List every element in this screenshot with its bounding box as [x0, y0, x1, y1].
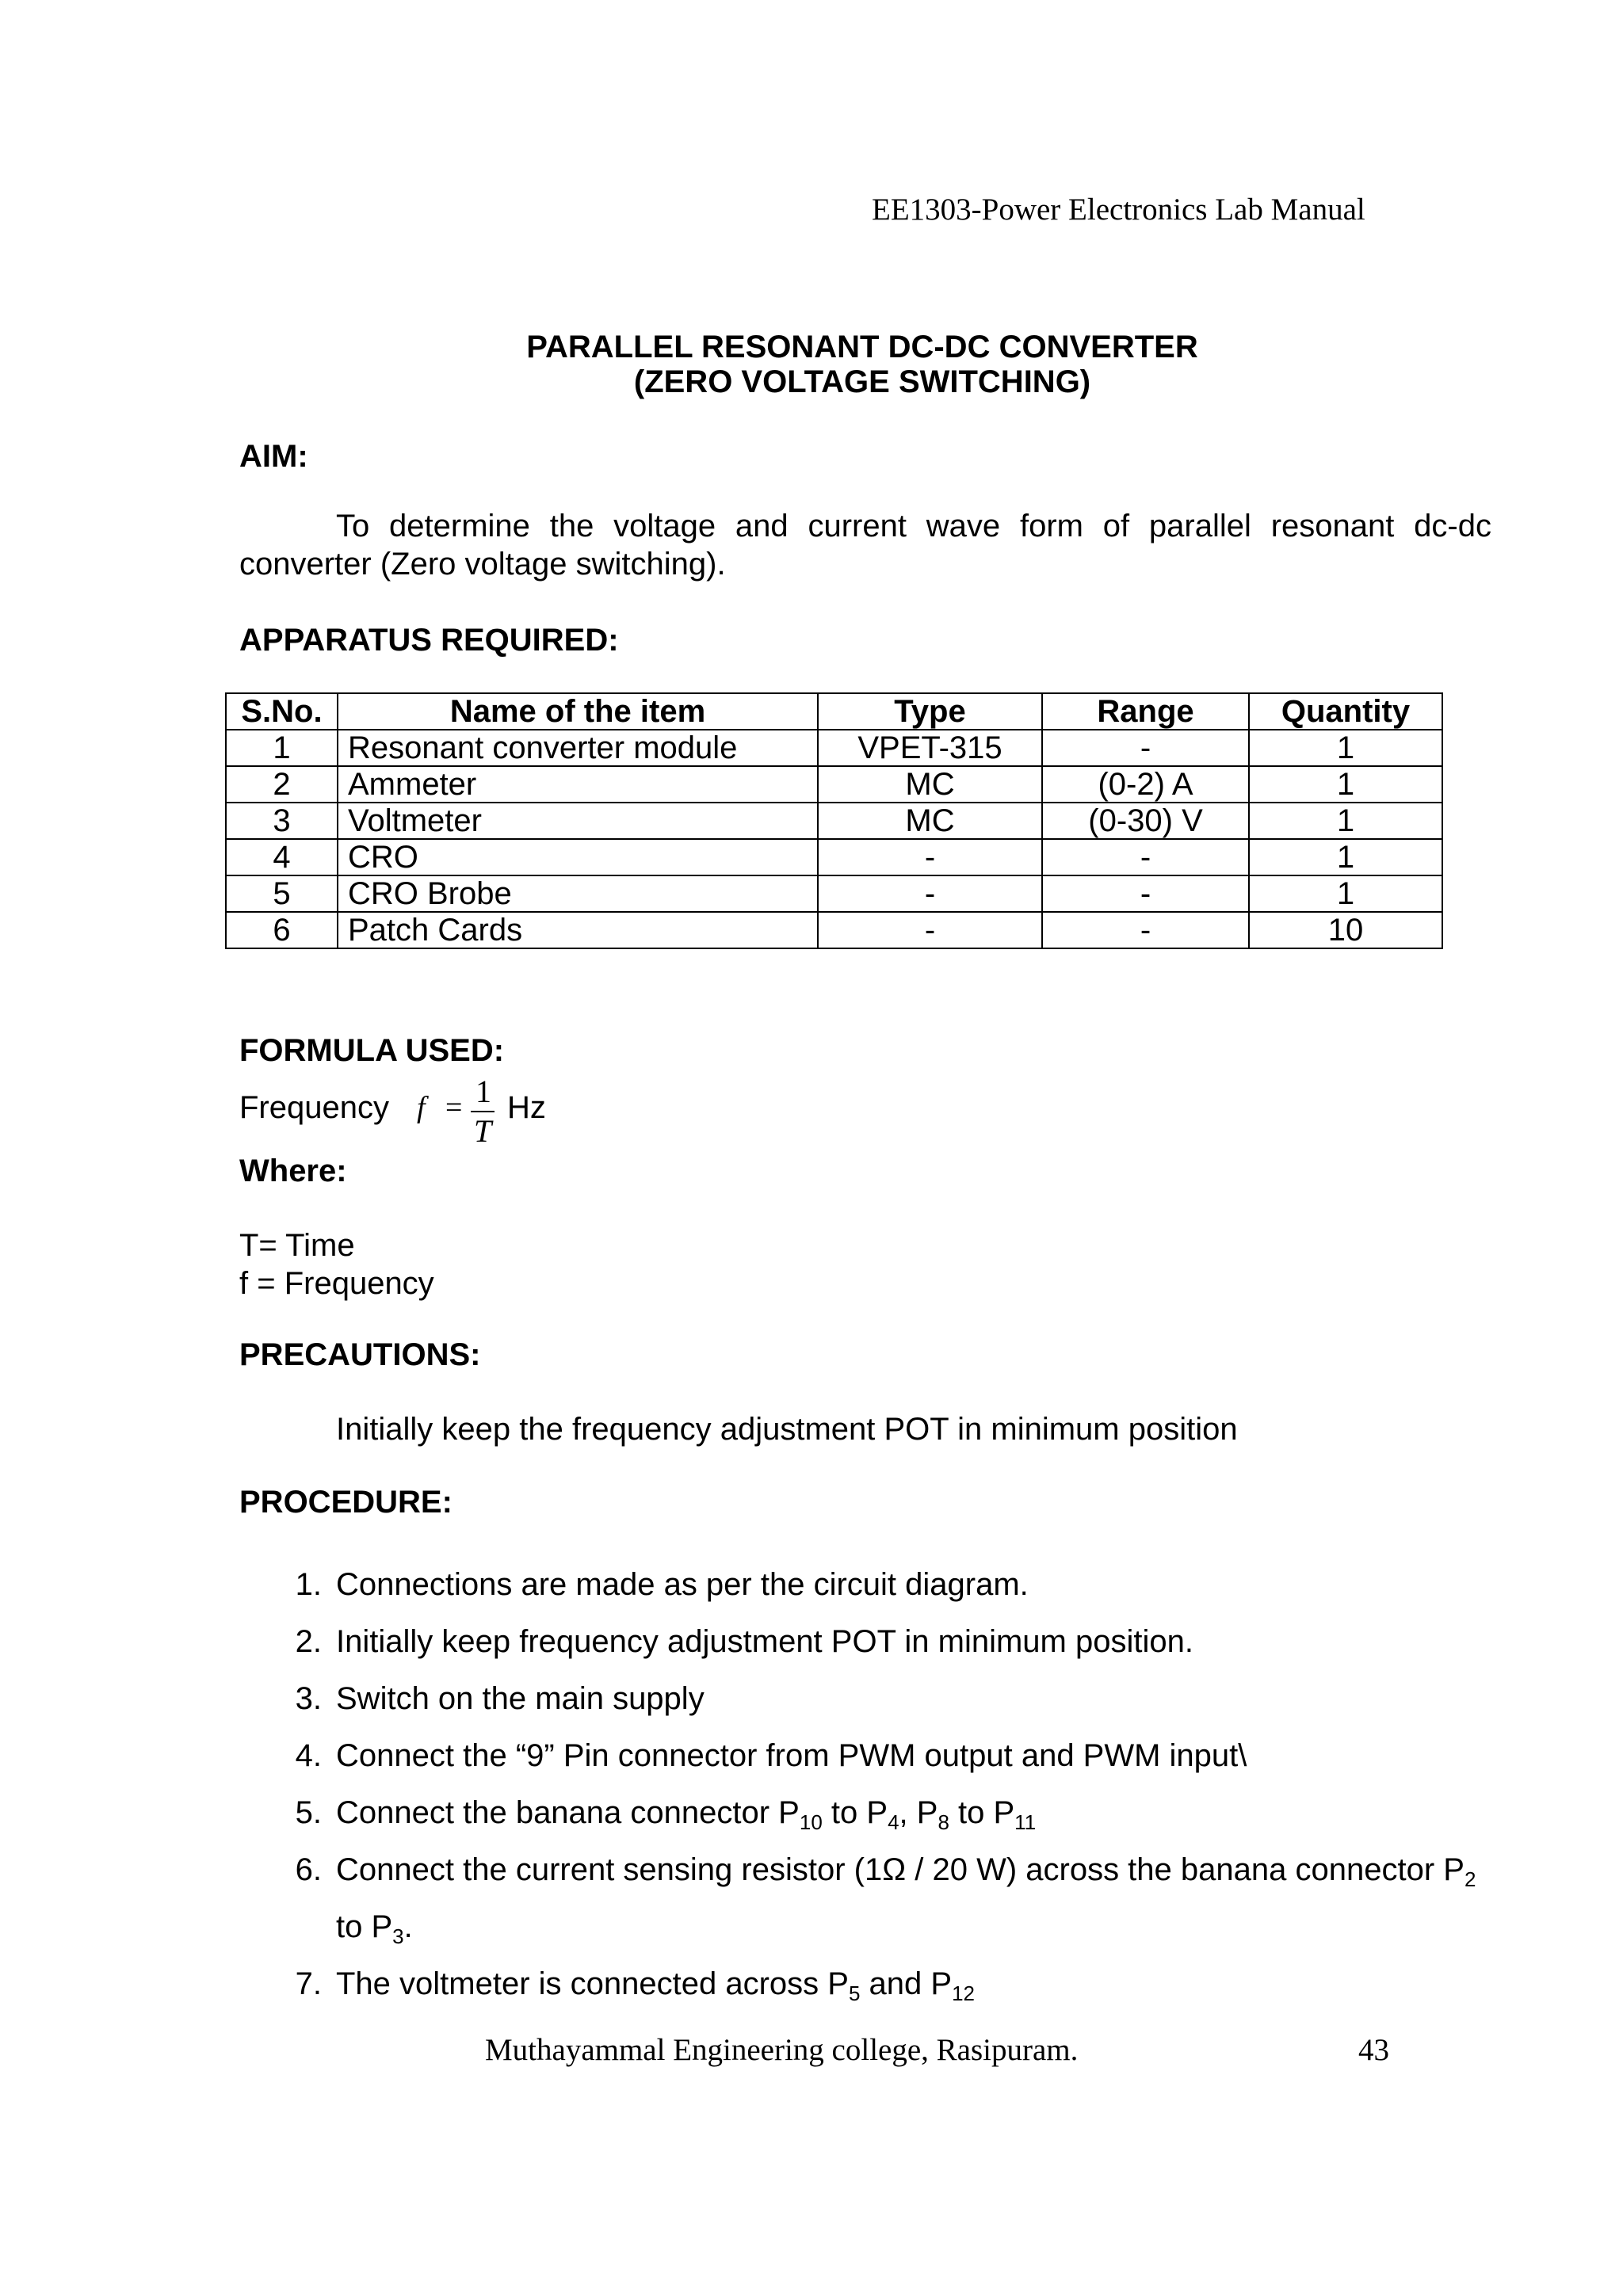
cell-type: - — [818, 875, 1042, 912]
step-number: 4. — [295, 1738, 322, 1773]
step-number: 6. — [295, 1852, 322, 1887]
definition-frequency: f = Frequency — [239, 1266, 434, 1301]
step-text-part: Connect the banana connector P — [336, 1795, 800, 1830]
cell-type: MC — [818, 766, 1042, 803]
step-text — [336, 1852, 1476, 1891]
step-text — [336, 1909, 413, 1948]
procedure-list — [285, 1556, 1522, 2012]
cell-quantity: 1 — [1249, 803, 1442, 839]
cell-sno: 3 — [226, 803, 338, 839]
step-number: 1. — [295, 1567, 322, 1602]
apparatus-table — [225, 692, 1443, 949]
formula-lhs: f — [417, 1091, 426, 1124]
cell-quantity: 1 — [1249, 730, 1442, 766]
page-number: 43 — [1358, 2033, 1389, 2067]
frequency-formula — [415, 1074, 495, 1158]
precautions-text: Initially keep the frequency adjustment POT in minimum position — [336, 1412, 1238, 1447]
cell-item-name: Resonant converter module — [338, 730, 818, 766]
page-title-line1: PARALLEL RESONANT DC-DC CONVERTER — [526, 330, 1198, 364]
footer-college: Muthayammal Engineering college, Rasipuram. — [485, 2033, 1079, 2067]
cell-range: - — [1042, 839, 1249, 875]
subscript: 4 — [888, 1810, 899, 1834]
cell-item-name: Ammeter — [338, 766, 818, 803]
subscript: 5 — [848, 1981, 861, 2005]
table-row — [226, 875, 1442, 912]
formula-heading: FORMULA USED: — [239, 1033, 505, 1068]
column-header-sno: S.No. — [226, 693, 338, 730]
precautions-heading: PRECAUTIONS: — [239, 1337, 481, 1372]
step-number: 7. — [295, 1966, 322, 2001]
subscript: 12 — [952, 1981, 975, 2005]
column-header-name: Name of the item — [338, 693, 818, 730]
table-row — [226, 803, 1442, 839]
table-row — [226, 730, 1442, 766]
cell-type: MC — [818, 803, 1042, 839]
procedure-step-continuation — [285, 1898, 1522, 1955]
procedure-step — [285, 1613, 1522, 1670]
procedure-step — [285, 1841, 1522, 1898]
cell-type: - — [818, 839, 1042, 875]
procedure-step — [285, 1556, 1522, 1613]
cell-quantity: 1 — [1249, 875, 1442, 912]
table-row — [226, 912, 1442, 948]
step-number: 2. — [295, 1624, 322, 1659]
cell-sno: 5 — [226, 875, 338, 912]
formula-equals: = — [445, 1091, 463, 1124]
subscript: 11 — [1014, 1810, 1037, 1834]
step-text-part: The voltmeter is connected across P — [336, 1966, 849, 2001]
step-text-part: and P — [860, 1966, 953, 2001]
cell-quantity: 1 — [1249, 839, 1442, 875]
subscript: 10 — [799, 1810, 823, 1834]
procedure-step — [285, 1784, 1522, 1841]
where-heading: Where: — [239, 1154, 347, 1188]
procedure-step — [285, 1727, 1522, 1784]
step-text — [336, 1795, 1037, 1834]
procedure-heading: PROCEDURE: — [239, 1485, 453, 1520]
formula-label: Frequency — [239, 1090, 389, 1125]
step-text-part: to P — [336, 1909, 393, 1944]
step-number: 5. — [295, 1795, 322, 1830]
cell-range: (0-2) A — [1042, 766, 1249, 803]
step-number: 3. — [295, 1681, 322, 1716]
cell-item-name: CRO — [338, 839, 818, 875]
subscript: 8 — [938, 1810, 949, 1834]
table-row — [226, 839, 1442, 875]
cell-range: - — [1042, 875, 1249, 912]
step-text-part: Connect the current sensing resistor (1Ω / 20 W) across the banana connector P — [336, 1852, 1465, 1887]
cell-sno: 2 — [226, 766, 338, 803]
table-header-row — [226, 693, 1442, 730]
formula-denominator: T — [474, 1113, 492, 1149]
cell-range: - — [1042, 912, 1249, 948]
cell-item-name: Patch Cards — [338, 912, 818, 948]
procedure-step — [285, 1670, 1522, 1727]
column-header-range: Range — [1042, 693, 1249, 730]
aim-heading: AIM: — [239, 439, 308, 474]
subscript: 2 — [1464, 1867, 1476, 1891]
table-row — [226, 766, 1442, 803]
cell-type: VPET-315 — [818, 730, 1042, 766]
cell-item-name: CRO Brobe — [338, 875, 818, 912]
procedure-step — [285, 1955, 1522, 2012]
cell-quantity: 1 — [1249, 766, 1442, 803]
step-text: Connections are made as per the circuit diagram. — [336, 1567, 1029, 1602]
cell-item-name: Voltmeter — [338, 803, 818, 839]
formula-numerator: 1 — [475, 1074, 491, 1109]
aim-text: To determine the voltage and current wave form of parallel resonant dc-dc converter (Zero voltage switching). — [239, 509, 1491, 582]
formula-unit: Hz — [507, 1090, 546, 1125]
cell-range: (0-30) V — [1042, 803, 1249, 839]
apparatus-heading: APPARATUS REQUIRED: — [239, 623, 619, 658]
step-text — [336, 1966, 975, 2005]
definition-time: T= Time — [239, 1228, 355, 1263]
step-text-part: , P — [899, 1795, 938, 1830]
column-header-type: Type — [818, 693, 1042, 730]
cell-sno: 6 — [226, 912, 338, 948]
cell-sno: 1 — [226, 730, 338, 766]
page-title-line2: (ZERO VOLTAGE SWITCHING) — [633, 364, 1091, 399]
cell-quantity: 10 — [1249, 912, 1442, 948]
cell-type: - — [818, 912, 1042, 948]
cell-range: - — [1042, 730, 1249, 766]
subscript: 3 — [392, 1924, 404, 1948]
column-header-quantity: Quantity — [1249, 693, 1442, 730]
step-text-part: to P — [822, 1795, 888, 1830]
step-text: Switch on the main supply — [336, 1681, 705, 1716]
cell-sno: 4 — [226, 839, 338, 875]
step-text: Connect the “9” Pin connector from PWM output and PWM input\ — [336, 1738, 1247, 1773]
step-text-part: . — [403, 1909, 413, 1944]
step-text: Initially keep frequency adjustment POT in minimum position. — [336, 1624, 1193, 1659]
running-header: EE1303-Power Electronics Lab Manual — [872, 193, 1365, 227]
step-text-part: to P — [949, 1795, 1015, 1830]
